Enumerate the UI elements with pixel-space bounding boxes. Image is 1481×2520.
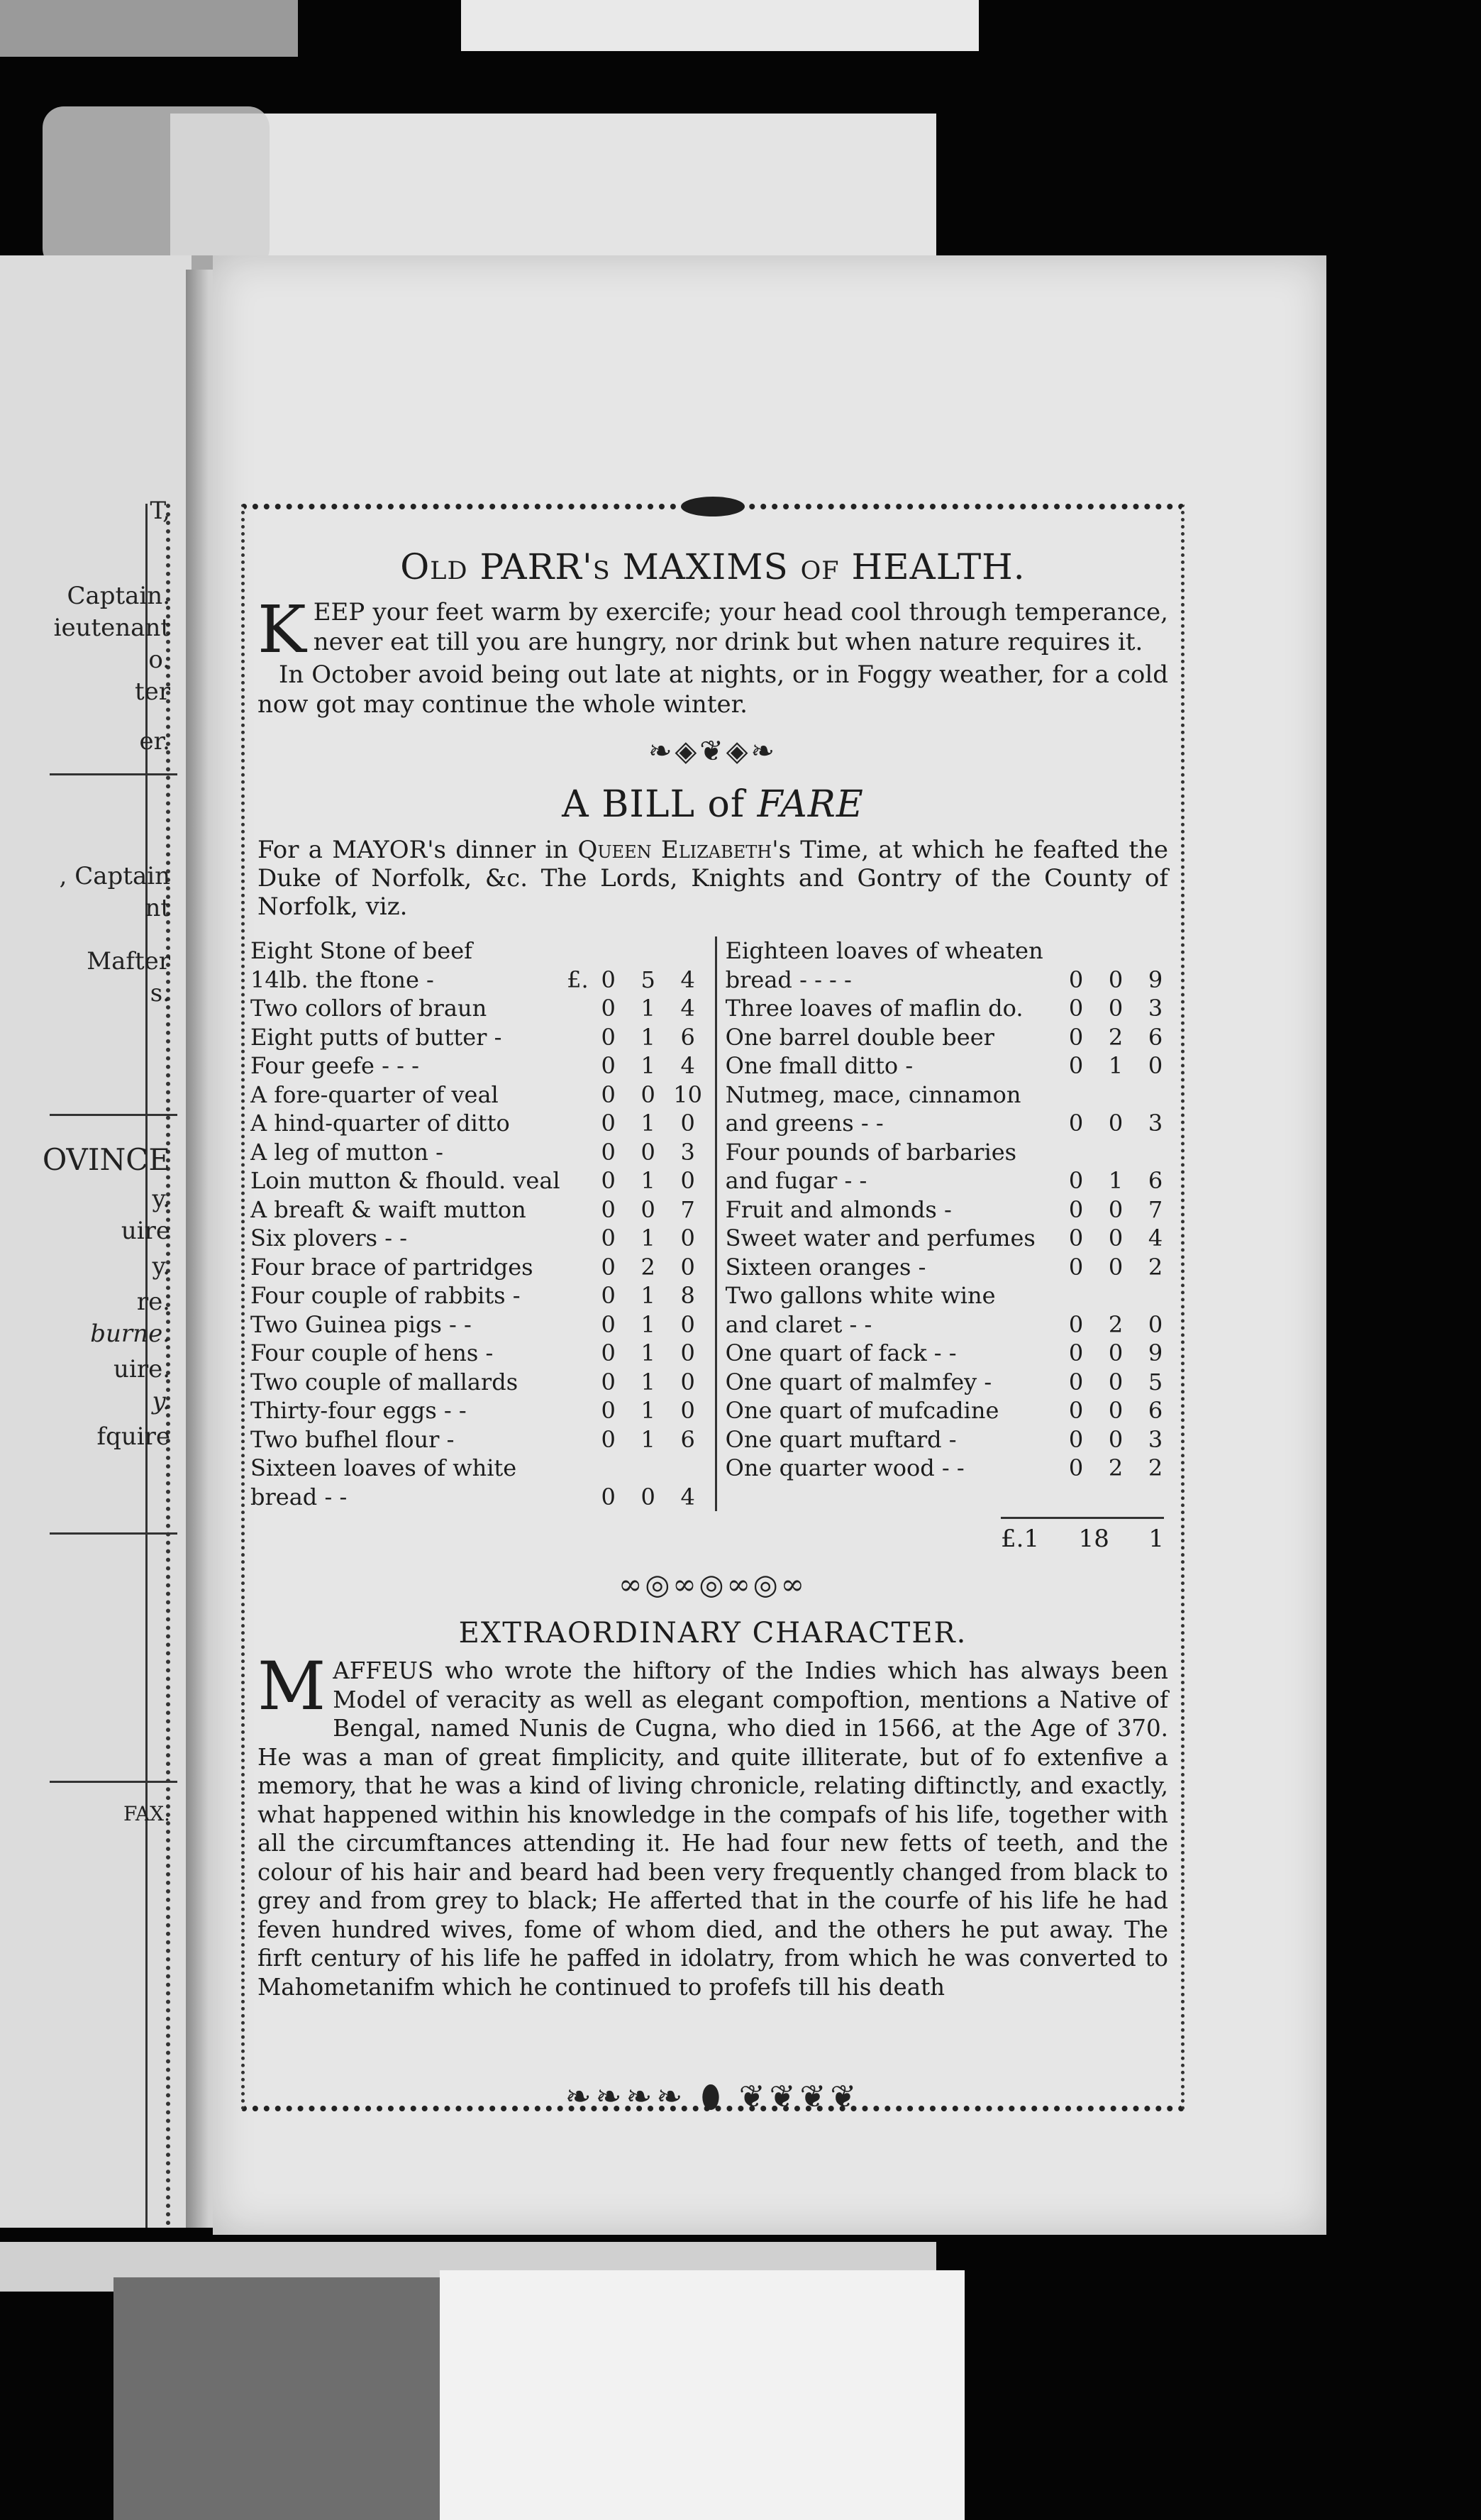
bill-pence: 4 (680, 966, 695, 993)
bill-item: bread - - - - (725, 966, 852, 993)
bill-shillings: 1 (640, 1282, 655, 1309)
bill-row (250, 936, 708, 966)
bill-item: One quart of mufcadine (725, 1397, 999, 1424)
bill-pence: 0 (680, 1225, 695, 1251)
bill-shillings: 1 (640, 1368, 655, 1396)
bill-shillings: 0 (1108, 995, 1124, 1022)
bill-item: Eight Stone of beef (250, 937, 472, 964)
bill-shillings: 2 (1108, 1023, 1124, 1051)
bill-right-column (717, 936, 1175, 1511)
divider-ornament: ∞◎∞◎∞◎∞ (619, 1569, 807, 1601)
bill-pounds: 0 (601, 1052, 616, 1079)
bill-pence: 7 (680, 1195, 695, 1223)
bill-pounds: 0 (1068, 1253, 1084, 1281)
bill-item: A breaft & waift mutton (250, 1195, 526, 1223)
bill-pence: 5 (1148, 1368, 1163, 1396)
bill-item: One fmall ditto - (725, 1052, 914, 1079)
bill-table (250, 936, 1175, 1511)
bill-pence: 7 (1148, 1195, 1163, 1223)
bill-item: Two couple of mallards (250, 1368, 518, 1396)
divider-ornament: ❧◈❦◈❧ (648, 735, 778, 768)
total-pounds: £.1 (1001, 1525, 1040, 1553)
bill-shillings: 0 (1108, 966, 1124, 993)
bill-row (250, 1081, 708, 1110)
character-title: EXTRAORDINARY CHARACTER. (458, 1617, 967, 1649)
bill-pence: 3 (1148, 1110, 1163, 1137)
total-pence: 1 (1148, 1525, 1164, 1553)
bill-pence: 4 (1148, 1225, 1163, 1251)
bill-shillings: 2 (1108, 1310, 1124, 1338)
bill-pounds: 0 (601, 1167, 616, 1194)
bill-row (250, 1109, 708, 1138)
bill-item: One quarter wood - - (725, 1454, 965, 1481)
bill-shillings: 0 (1108, 1195, 1124, 1223)
background-paper-bottom-white (440, 2270, 965, 2520)
bill-row (726, 1339, 1175, 1368)
bill-pence: 3 (680, 1138, 695, 1166)
bill-shillings: 0 (1108, 1397, 1124, 1424)
left-fragment: er. (139, 727, 170, 756)
bill-row (250, 966, 708, 995)
left-rule (50, 1114, 177, 1116)
bill-row (250, 1195, 708, 1225)
bill-row (726, 1138, 1175, 1167)
background-paper-band (170, 114, 936, 255)
bill-left-column (250, 936, 717, 1511)
bill-row (250, 1396, 708, 1425)
bill-shillings: 1 (640, 1397, 655, 1424)
bill-pence: 4 (680, 1483, 695, 1510)
bill-shillings: 1 (640, 1225, 655, 1251)
bill-row (726, 1195, 1175, 1225)
bill-pounds: 0 (1068, 1368, 1084, 1396)
left-fragment: T, (150, 497, 170, 525)
bill-row (250, 1253, 708, 1282)
bill-pounds: 0 (1068, 1195, 1084, 1223)
bill-pounds: 0 (1068, 1397, 1084, 1424)
bill-pounds: 0 (1068, 1110, 1084, 1137)
bill-row (726, 1396, 1175, 1425)
left-fragment: y. (152, 1185, 170, 1213)
bill-currency: £. (567, 966, 589, 993)
bill-row (726, 1023, 1175, 1052)
bill-row (250, 1483, 708, 1512)
bill-item: Two gallons white wine (725, 1282, 996, 1309)
bill-item: Two Guinea pigs - - (250, 1310, 472, 1338)
bill-item: Sweet water and perfumes (725, 1225, 1036, 1251)
bill-pence: 9 (1148, 1339, 1163, 1366)
left-fragment: , Captain (59, 862, 170, 890)
bill-shillings: 1 (1108, 1167, 1124, 1194)
bill-pence: 2 (1148, 1454, 1163, 1481)
bill-shillings: 0 (640, 1081, 655, 1108)
maxims-paragraph-2: In October avoid being out late at nights, or in Foggy weather, for a cold now got may continue the whole winter. (257, 661, 1168, 719)
bill-item: Sixteen loaves of white (250, 1454, 517, 1481)
left-fragment: OVINCE (42, 1142, 170, 1177)
bill-item: A leg of mutton - (250, 1138, 443, 1166)
left-fragment: FAX. (123, 1802, 170, 1825)
bill-pence: 10 (673, 1081, 702, 1108)
bill-shillings: 5 (640, 966, 655, 993)
bill-pounds: 0 (1068, 995, 1084, 1022)
bill-item: Four couple of hens - (250, 1339, 494, 1366)
bill-pounds: 0 (1068, 1425, 1084, 1453)
bill-item: One quart of malmfey - (725, 1368, 992, 1396)
bill-item: and claret - - (725, 1310, 872, 1338)
bill-shillings: 1 (640, 1052, 655, 1079)
background-paper-top (461, 0, 979, 51)
bill-item: Loin mutton & fhould. veal (250, 1167, 560, 1194)
bill-item: bread - - (250, 1483, 348, 1510)
bill-shillings: 0 (1108, 1339, 1124, 1366)
bill-pounds: 0 (601, 1282, 616, 1309)
bill-pence: 0 (680, 1253, 695, 1281)
bill-pence: 4 (680, 1052, 695, 1079)
bill-pence: 3 (1148, 995, 1163, 1022)
bill-intro: For a MAYOR's dinner in Queen Elizabeth's Time, at which he feafted the Duke of Norfolk, &c. The Lords, Knights and Gontry of the County of Norfolk, viz. (257, 836, 1168, 921)
bill-pounds: 0 (601, 1483, 616, 1510)
left-fragment: nt (145, 894, 170, 922)
bill-pounds: 0 (601, 1310, 616, 1338)
bill-shillings: 0 (640, 1138, 655, 1166)
bill-pounds: 0 (1068, 1310, 1084, 1338)
bill-row (250, 1023, 708, 1052)
left-fragment: Captain. (67, 582, 170, 610)
drop-cap: K (257, 592, 306, 668)
bill-item: Four brace of partridges (250, 1253, 533, 1281)
bill-total (245, 1517, 1164, 1553)
bill-item: Two bufhel flour - (250, 1425, 455, 1453)
bill-shillings: 0 (1108, 1368, 1124, 1396)
bill-row (250, 1166, 708, 1195)
bill-item: Nutmeg, mace, cinnamon (725, 1081, 1021, 1108)
bill-shillings: 2 (640, 1253, 655, 1281)
maxims-paragraph-1: KEEP your feet warm by exercife; your head cool through temperance, never eat till you are hungry, nor drink but when nature requires it. (257, 592, 1168, 668)
bill-row (250, 1454, 708, 1483)
background-dark-block (113, 2277, 440, 2520)
bill-pounds: 0 (1068, 1167, 1084, 1194)
total-shillings: 18 (1078, 1525, 1109, 1553)
bill-item: 14lb. the ftone - (250, 966, 434, 993)
bill-pence: 3 (1148, 1425, 1163, 1453)
bill-pounds: 0 (601, 995, 616, 1022)
left-rule (50, 773, 177, 775)
character-paragraph: MAFFEUS who wrote the hiftory of the Indies which has always been Model of veracity as well as elegant compoftion, mentions a Native of Bengal, named Nunis de Cugna, who died in 1566, at the Age of 370. He was a man of great fimplicity, and quite illiterate, but of fo extenfive a memory, that he was a kind of living chronicle, relating diftinctly, and exactly, what happened within his knowledge in the compafs of his life, together with all the circumftances attending it. He had four new fetts of teeth, and the colour of his hair and beard had been very frequently changed from black to grey and from grey to black; He afferted that in the courfe of his life he had feven hundred wives, fome of whom died, and the others he put away. The firft century of his life he paffed in idolatry, from which he was converted to Mahometanifm which he continued to profefs till his death (257, 1648, 1168, 2001)
left-page (0, 255, 192, 2228)
left-fragment: ieutenant (53, 614, 170, 642)
bill-row (250, 1224, 708, 1253)
bill-item: One barrel double beer (725, 1023, 994, 1051)
left-fragment: burne. (90, 1320, 170, 1348)
left-fragment: fquire (96, 1422, 170, 1451)
bill-pence: 2 (1148, 1253, 1163, 1281)
bill-pounds: 0 (601, 1425, 616, 1453)
drop-cap: M (257, 1648, 326, 1725)
bill-pence: 0 (1148, 1052, 1163, 1079)
bill-shillings: 1 (640, 1339, 655, 1366)
bill-pounds: 0 (601, 1368, 616, 1396)
bill-pounds: 0 (1068, 1454, 1084, 1481)
bill-pence: 6 (1148, 1167, 1163, 1194)
bill-item: One quart of fack - - (725, 1339, 957, 1366)
bill-pounds: 0 (601, 1138, 616, 1166)
left-fragment: Mafter (87, 947, 170, 976)
left-rule (50, 1781, 177, 1783)
bill-shillings: 1 (640, 1110, 655, 1137)
bill-shillings: 2 (1108, 1454, 1124, 1481)
bill-pence: 0 (680, 1397, 695, 1424)
left-fragment: uire. (113, 1355, 170, 1383)
bill-pounds: 0 (601, 1339, 616, 1366)
background-paper-top-left (0, 0, 298, 57)
bill-pounds: 0 (1068, 966, 1084, 993)
bill-pounds: 0 (601, 1195, 616, 1223)
bill-pence: 0 (1148, 1310, 1163, 1338)
bill-title: A BILL of FARE (562, 783, 864, 826)
bill-shillings: 0 (1108, 1253, 1124, 1281)
bill-item: One quart muftard - (725, 1425, 957, 1453)
bill-pence: 8 (680, 1282, 695, 1309)
bill-shillings: 1 (640, 995, 655, 1022)
bill-item: Two collors of braun (250, 995, 487, 1022)
bill-pence: 6 (680, 1425, 695, 1453)
left-fragment: o. (148, 646, 170, 674)
bill-pounds: 0 (1068, 1225, 1084, 1251)
left-rule (50, 1532, 177, 1535)
bill-pence: 0 (680, 1110, 695, 1137)
bill-shillings: 1 (640, 1425, 655, 1453)
bill-item: Thirty-four eggs - - (250, 1397, 467, 1424)
bill-row (250, 1138, 708, 1167)
left-fragment: re. (136, 1288, 170, 1316)
left-fragment: ter (134, 678, 170, 706)
left-fragment: y. (152, 1252, 170, 1281)
bill-shillings: 0 (640, 1483, 655, 1510)
left-fragment: y. (152, 1387, 170, 1415)
bill-shillings: 0 (1108, 1225, 1124, 1251)
left-fragment: uire (121, 1217, 170, 1245)
bill-row (726, 1425, 1175, 1454)
bill-item: Eighteen loaves of wheaten (725, 937, 1043, 964)
bill-pence: 6 (1148, 1023, 1163, 1051)
bill-row (250, 1368, 708, 1397)
bill-item: and greens - - (725, 1110, 884, 1137)
bill-item: Six plovers - - (250, 1225, 408, 1251)
bill-pounds: 0 (601, 1023, 616, 1051)
bill-row (726, 1081, 1175, 1110)
bill-row (726, 1454, 1175, 1483)
bill-pounds: 0 (601, 1225, 616, 1251)
bill-item: Three loaves of maflin do. (725, 995, 1024, 1022)
bill-pence: 6 (680, 1023, 695, 1051)
bill-pence: 4 (680, 995, 695, 1022)
bill-pounds: 0 (601, 1081, 616, 1108)
bill-pounds: 0 (601, 966, 616, 993)
bill-pence: 0 (680, 1167, 695, 1194)
bill-row (726, 1224, 1175, 1253)
bill-item: and fugar - - (725, 1167, 867, 1194)
bill-row (250, 1310, 708, 1339)
bill-row (726, 1051, 1175, 1081)
maxims-title: Old PARR's MAXIMS of HEALTH. (400, 546, 1026, 587)
bill-shillings: 1 (1108, 1052, 1124, 1079)
bill-row (250, 1051, 708, 1081)
bill-row (726, 1281, 1175, 1310)
bill-shillings: 1 (640, 1167, 655, 1194)
bill-pounds: 0 (1068, 1052, 1084, 1079)
bill-row (726, 936, 1175, 966)
bill-pence: 0 (680, 1310, 695, 1338)
page-content (245, 525, 1181, 2001)
bill-row (250, 1339, 708, 1368)
bill-shillings: 0 (1108, 1425, 1124, 1453)
bill-pence: 0 (680, 1339, 695, 1366)
bill-row (726, 1310, 1175, 1339)
bill-row (726, 1109, 1175, 1138)
bill-row (726, 1253, 1175, 1282)
bill-row (726, 966, 1175, 995)
frame-ornament-top (681, 497, 745, 516)
left-fragment: s. (150, 979, 170, 1007)
tissue-scrap (43, 106, 270, 270)
bill-row (726, 1166, 1175, 1195)
bill-pence: 0 (680, 1368, 695, 1396)
bill-item: Sixteen oranges - (725, 1253, 926, 1281)
bill-pounds: 0 (1068, 1023, 1084, 1051)
bill-shillings: 1 (640, 1310, 655, 1338)
bill-shillings: 0 (640, 1195, 655, 1223)
bottom-ornament: ❧❧❧❧ ⬮ ❦❦❦❦ (565, 2079, 861, 2115)
bill-item: Fruit and almonds - (725, 1195, 952, 1223)
bill-item: Four geefe - - - (250, 1052, 419, 1079)
bill-shillings: 1 (640, 1023, 655, 1051)
bill-pounds: 0 (601, 1110, 616, 1137)
bill-item: Eight putts of butter - (250, 1023, 502, 1051)
bill-row (250, 994, 708, 1023)
bill-row (250, 1425, 708, 1454)
bill-pounds: 0 (601, 1397, 616, 1424)
bill-item: A hind-quarter of ditto (250, 1110, 510, 1137)
bill-item: A fore-quarter of veal (250, 1081, 499, 1108)
bill-row (726, 1368, 1175, 1397)
bill-row (250, 1281, 708, 1310)
bill-item: Four couple of rabbits - (250, 1282, 521, 1309)
bill-pounds: 0 (1068, 1339, 1084, 1366)
bill-row (726, 994, 1175, 1023)
bill-pence: 6 (1148, 1397, 1163, 1424)
bill-pounds: 0 (601, 1253, 616, 1281)
bill-pence: 9 (1148, 966, 1163, 993)
bill-item: Four pounds of barbaries (725, 1138, 1017, 1166)
bill-shillings: 0 (1108, 1110, 1124, 1137)
